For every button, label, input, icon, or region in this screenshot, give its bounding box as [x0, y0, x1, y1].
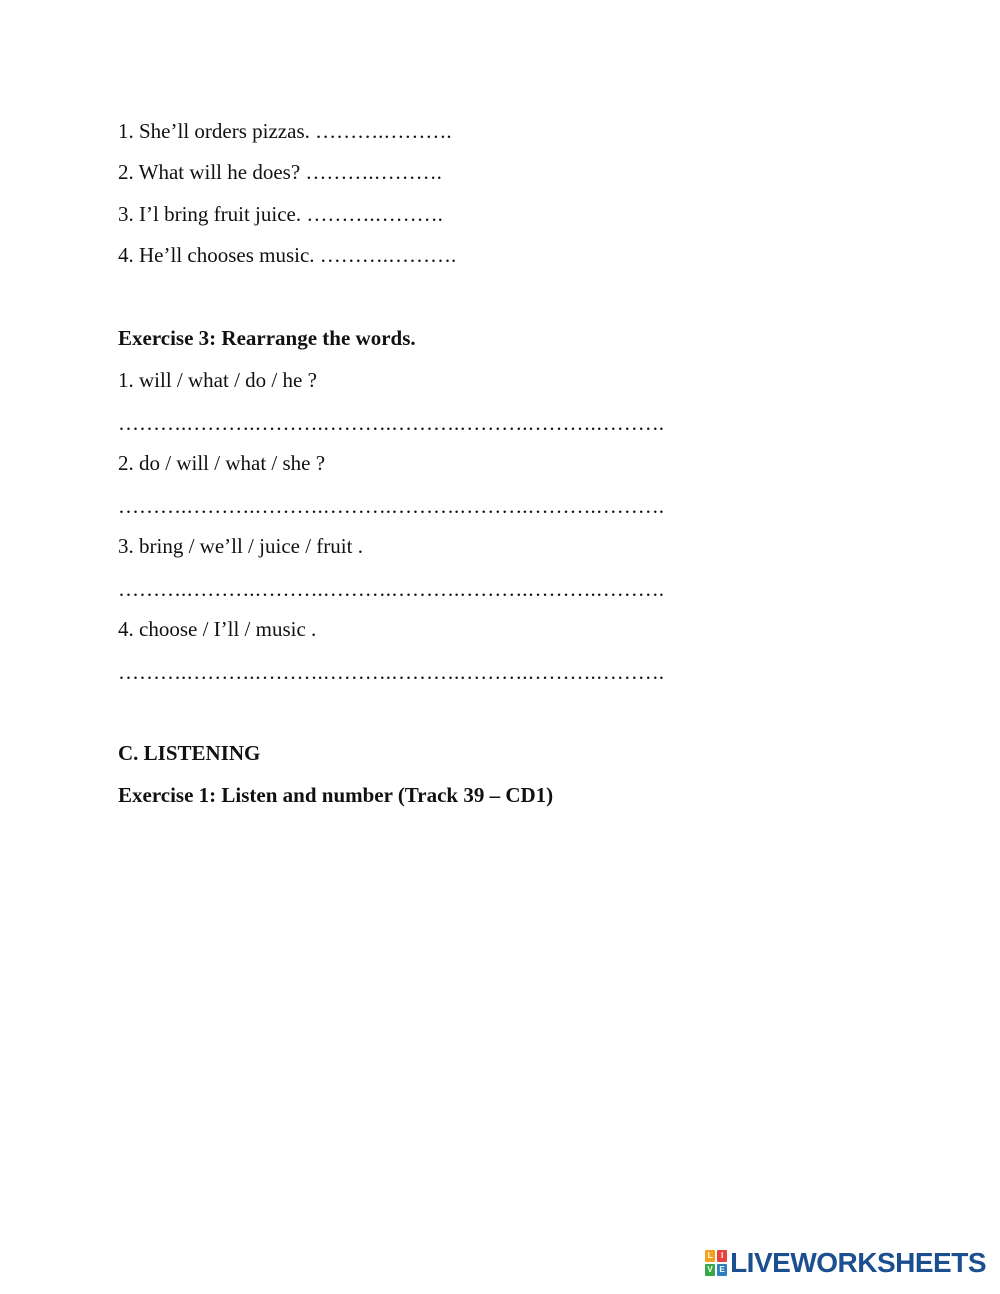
listening-exercise1-heading: Exercise 1: Listen and number (Track 39 – CD1) — [118, 783, 554, 807]
ex3-answer-line-1[interactable]: ……….……….……….……….……….……….……….………. — [118, 411, 664, 435]
ex2-item-2: 2. What will he does? ……….………. — [118, 160, 442, 184]
section-c-heading: C. LISTENING — [118, 741, 261, 765]
liveworksheets-logo-icon — [705, 1250, 727, 1276]
ex2-item-4: 4. He’ll chooses music. ……….………. — [118, 243, 457, 267]
logo-mark-letter: V — [705, 1264, 715, 1276]
ex3-answer-line-3[interactable]: ……….……….……….……….……….……….……….………. — [118, 577, 664, 601]
logo-mark-letter: L — [705, 1250, 715, 1262]
ex2-item-3: 3. I’l bring fruit juice. ……….………. — [118, 202, 443, 226]
ex3-answer-line-4[interactable]: ……….……….……….……….……….……….……….………. — [118, 660, 664, 684]
ex3-prompt-4: 4. choose / I’ll / music . — [118, 617, 317, 641]
exercise3-heading: Exercise 3: Rearrange the words. — [118, 326, 416, 350]
ex3-prompt-3: 3. bring / we’ll / juice / fruit . — [118, 534, 363, 558]
liveworksheets-logo — [705, 1248, 986, 1278]
logo-mark-letter: I — [717, 1250, 727, 1262]
ex3-answer-line-2[interactable]: ……….……….……….……….……….……….……….………. — [118, 494, 664, 518]
logo-mark-letter: E — [717, 1264, 727, 1276]
ex2-item-1: 1. She’ll orders pizzas. ……….………. — [118, 119, 452, 143]
ex3-prompt-2: 2. do / will / what / she ? — [118, 451, 326, 475]
ex3-prompt-1: 1. will / what / do / he ? — [118, 368, 317, 392]
liveworksheets-logo-text: LIVEWORKSHEETS — [730, 1247, 986, 1278]
